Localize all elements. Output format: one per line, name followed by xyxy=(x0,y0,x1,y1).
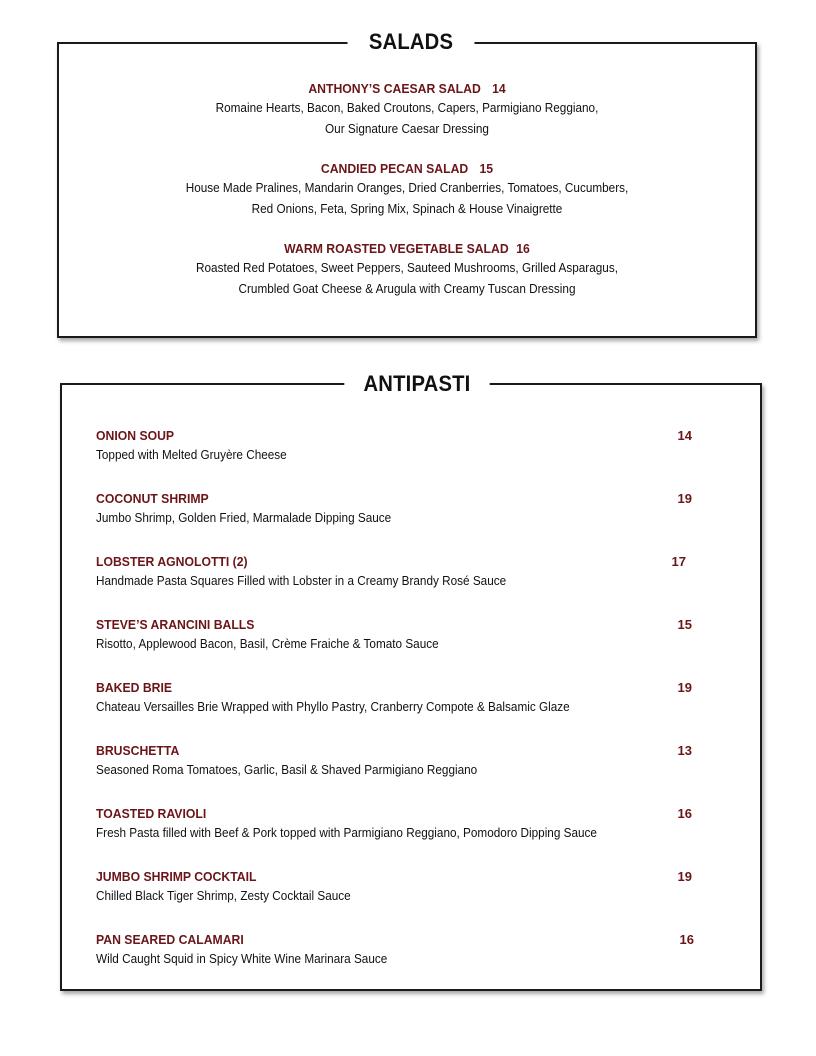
menu-item xyxy=(96,427,736,490)
menu-item-price: 16 xyxy=(679,932,694,947)
menu-item-description: Fresh Pasta filled with Beef & Pork topped with Parmigiano Reggiano, Pomodoro Dipping Sauce xyxy=(96,826,597,840)
menu-item-price: 15 xyxy=(479,161,494,176)
menu-item xyxy=(96,490,736,553)
menu-item-description: Jumbo Shrimp, Golden Fried, Marmalade Dipping Sauce xyxy=(96,511,392,525)
menu-item xyxy=(96,805,736,868)
menu-item-heading xyxy=(80,80,734,98)
antipasti-section xyxy=(60,383,762,991)
antipasti-list xyxy=(96,427,736,994)
menu-item-price: 14 xyxy=(492,81,506,96)
menu-item xyxy=(96,742,736,805)
menu-item-name: ANTHONY’S CAESAR SALAD xyxy=(308,81,481,96)
menu-item-name: JUMBO SHRIMP COCKTAIL xyxy=(96,869,257,884)
menu-item-heading xyxy=(80,240,734,258)
menu-item-description: Seasoned Roma Tomatoes, Garlic, Basil & Shaved Parmigiano Reggiano xyxy=(96,763,478,777)
menu-item-description: Risotto, Applewood Bacon, Basil, Crème Fraiche & Tomato Sauce xyxy=(96,637,439,651)
menu-item-name: BRUSCHETTA xyxy=(96,743,180,758)
section-title-antipasti: ANTIPASTI xyxy=(344,371,489,397)
salads-list xyxy=(59,80,755,320)
menu-item xyxy=(96,931,736,994)
menu-item xyxy=(96,868,736,931)
menu-item-description: Handmade Pasta Squares Filled with Lobster in a Creamy Brandy Rosé Sauce xyxy=(96,574,507,588)
menu-item-heading xyxy=(80,160,734,178)
menu-item-name: COCONUT SHRIMP xyxy=(96,491,209,506)
menu-item xyxy=(59,160,755,220)
menu-item-name: TOASTED RAVIOLI xyxy=(96,806,207,821)
salads-section xyxy=(57,42,757,338)
menu-item xyxy=(59,80,755,140)
menu-item-price: 19 xyxy=(677,680,692,695)
menu-item-description: Topped with Melted Gruyère Cheese xyxy=(96,448,287,462)
menu-item-description: Our Signature Caesar Dressing xyxy=(325,122,489,136)
menu-item-name: LOBSTER AGNOLOTTI (2) xyxy=(96,554,248,569)
menu-item-description: House Made Pralines, Mandarin Oranges, Dried Cranberries, Tomatoes, Cucumbers, xyxy=(185,181,629,195)
menu-item-description: Crumbled Goat Cheese & Arugula with Creamy Tuscan Dressing xyxy=(238,282,576,296)
menu-item-description: Chilled Black Tiger Shrimp, Zesty Cocktail Sauce xyxy=(96,889,351,903)
menu-item xyxy=(59,240,755,300)
menu-item-name: PAN SEARED CALAMARI xyxy=(96,932,244,947)
menu-item-price: 17 xyxy=(671,554,686,569)
menu-item-price: 14 xyxy=(677,428,692,443)
menu-item-price: 19 xyxy=(677,869,692,884)
menu-item-price: 19 xyxy=(677,491,692,506)
menu-item-price: 16 xyxy=(516,241,530,256)
menu-item xyxy=(96,553,736,616)
menu-item-description: Chateau Versailles Brie Wrapped with Phyllo Pastry, Cranberry Compote & Balsamic Glaze xyxy=(96,700,570,714)
menu-item-name: CANDIED PECAN SALAD xyxy=(320,161,469,176)
menu-item xyxy=(96,616,736,679)
menu-item xyxy=(96,679,736,742)
menu-item-name: WARM ROASTED VEGETABLE SALAD xyxy=(284,241,509,256)
menu-item-name: STEVE’S ARANCINI BALLS xyxy=(96,617,255,632)
menu-item-name: BAKED BRIE xyxy=(96,680,173,695)
menu-item-price: 15 xyxy=(677,617,692,632)
menu-item-name: ONION SOUP xyxy=(96,428,175,443)
menu-item-description: Red Onions, Feta, Spring Mix, Spinach & House Vinaigrette xyxy=(251,202,563,216)
section-title-salads: SALADS xyxy=(348,29,475,55)
menu-item-price: 16 xyxy=(677,806,692,821)
menu-item-description: Romaine Hearts, Bacon, Baked Croutons, Capers, Parmigiano Reggiano, xyxy=(215,101,599,115)
menu-item-description: Roasted Red Potatoes, Sweet Peppers, Sauteed Mushrooms, Grilled Asparagus, xyxy=(196,261,618,275)
menu-item-price: 13 xyxy=(677,743,692,758)
menu-item-description: Wild Caught Squid in Spicy White Wine Marinara Sauce xyxy=(96,952,388,966)
